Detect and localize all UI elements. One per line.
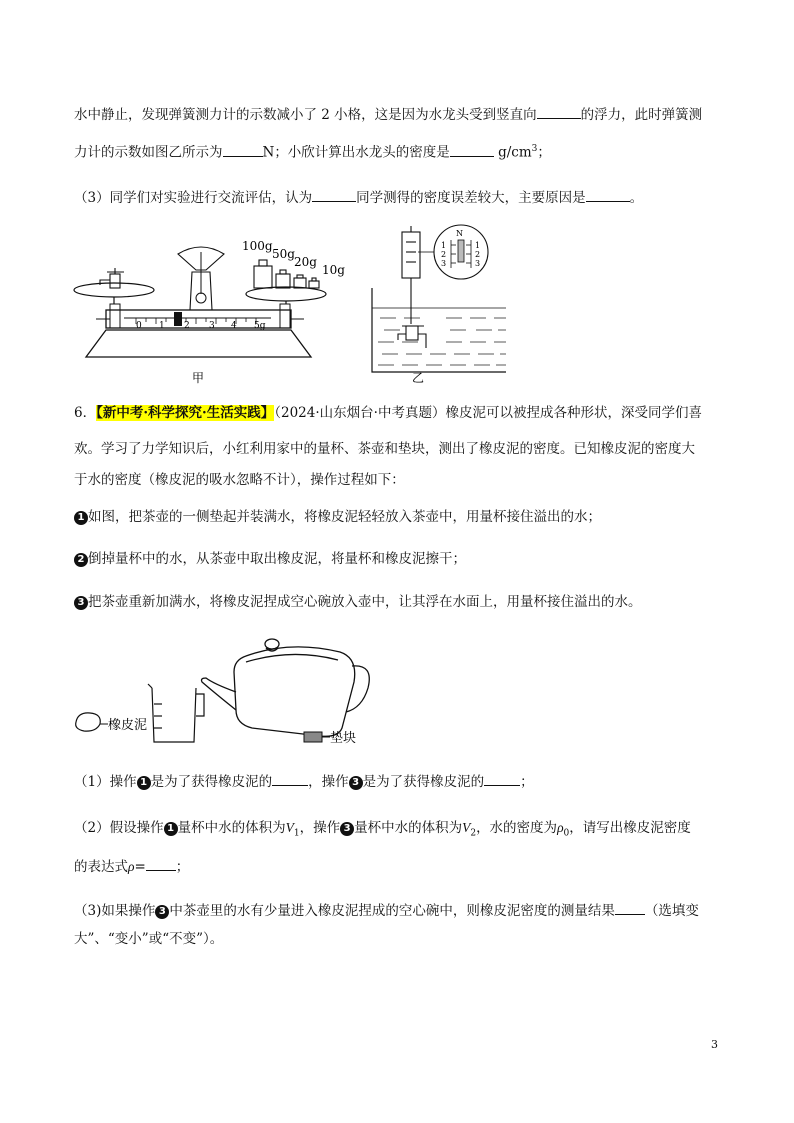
caption-right: 乙 [412,371,425,385]
step-number: 1 [74,511,88,525]
scale-tick: 3 [209,321,215,331]
svg-text:2: 2 [441,250,447,259]
teapot-icon [202,639,370,736]
page-number: 3 [711,1038,718,1051]
text-line-2: 力计的示数如图乙所示为 N；小欣计算出水龙头的密度是 $g/cm^3$； [74,140,551,162]
balance-base [86,330,311,357]
right-pan [246,287,326,301]
answer-blank[interactable] [537,104,581,119]
faucet-icon [100,268,124,288]
meter-unit: N [456,229,463,238]
problem-6-line-3: 于水的密度（橡皮泥的吸水忽略不计），操作过程如下： [74,472,405,488]
text-line-1: 水中静止，发现弹簧测力计的示数减小了 2 小格，这是因为水龙头受到竖直向 的浮力，此时弹簧测 [74,104,702,124]
weight-label: 100g [242,239,273,253]
submerged-faucet-icon [398,294,426,348]
clay-icon [76,713,101,731]
spring-scale [402,226,420,294]
step-number: 2 [74,553,88,567]
problem-6-line-1: 6．【新中考·科学探究·生活实践】（2024·山东烟台·中考真题）橡皮泥可以被捏成各种形状，深受同学们喜 [74,405,702,421]
answer-blank[interactable] [484,771,520,786]
weight-label: 10g [322,263,345,277]
block-icon [304,732,322,742]
step-1: 1 如图，把茶壶的一侧垫起并装满水，将橡皮泥轻轻放入茶壶中，用量杯接住溢出的水； [74,508,601,526]
answer-blank[interactable] [586,187,630,202]
subquestion-1: （1）操作 1 是为了获得橡皮泥的 ，操作 3 是为了获得橡皮泥的 ； [74,771,534,791]
scale-tick: 5g [254,321,266,331]
scale-tick: 0 [136,321,142,331]
problem-tag: 【新中考·科学探究·生活实践】 [96,405,275,421]
weight-label: 50g [272,247,295,261]
subquestion-3: （3)如果操作 3 中茶壶里的水有少量进入橡皮泥捏成的空心碗中，则橡皮泥密度的测量结果 （选填变 [74,900,699,920]
left-pan [74,283,154,297]
caption-left: 甲 [192,371,205,385]
rider [174,312,182,326]
question-3: （3）同学们对实验进行交流评估，认为 同学测得的密度误差较大，主要原因是 。 [74,187,643,207]
figure-balance-and-spring-scale [66,222,506,390]
svg-text:3: 3 [475,259,481,268]
weight-label: 20g [294,255,317,269]
subquestion-2: （2）假设操作 1 量杯中水的体积为$V_1$，操作 3 量杯中水的体积为$V_2$，水的密度为$\rho_0$，请写出橡皮泥密度 [74,820,691,839]
figure-teapot-setup [66,632,386,748]
answer-blank[interactable] [450,142,494,157]
subquestion-2-cont: 的表达式ρ= ； [74,856,189,876]
water-lines [372,308,506,365]
answer-blank[interactable] [223,142,263,157]
answer-blank[interactable] [615,900,645,915]
label-block: 垫块 [330,731,357,746]
answer-blank[interactable] [146,856,176,871]
svg-text:2: 2 [475,250,481,259]
scale-tick: 2 [184,321,190,331]
scale-tick: 4 [231,321,237,331]
label-clay: 橡皮泥 [108,718,148,733]
problem-6-line-2: 欢。学习了力学知识后，小红利用家中的量杯、茶壶和垫块，测出了橡皮泥的密度。已知橡皮泥的密度大 [74,441,695,457]
step-number: 3 [74,596,88,610]
svg-text:1: 1 [441,241,447,250]
svg-text:3: 3 [441,259,447,268]
answer-blank[interactable] [312,187,356,202]
svg-text:1: 1 [475,241,481,250]
scale-tick: 1 [159,321,165,331]
subquestion-3-cont: 大”、“变小”或“不变”）。 [74,931,224,947]
step-3: 3 把茶壶重新加满水，将橡皮泥捏成空心碗放入壶中，让其浮在水面上，用量杯接住溢出的水。 [74,593,642,611]
step-2: 2 倒掉量杯中的水，从茶壶中取出橡皮泥，将量杯和橡皮泥擦干； [74,550,466,568]
answer-blank[interactable] [272,771,308,786]
measuring-cup-icon [148,684,204,742]
beam-scale [136,318,256,324]
